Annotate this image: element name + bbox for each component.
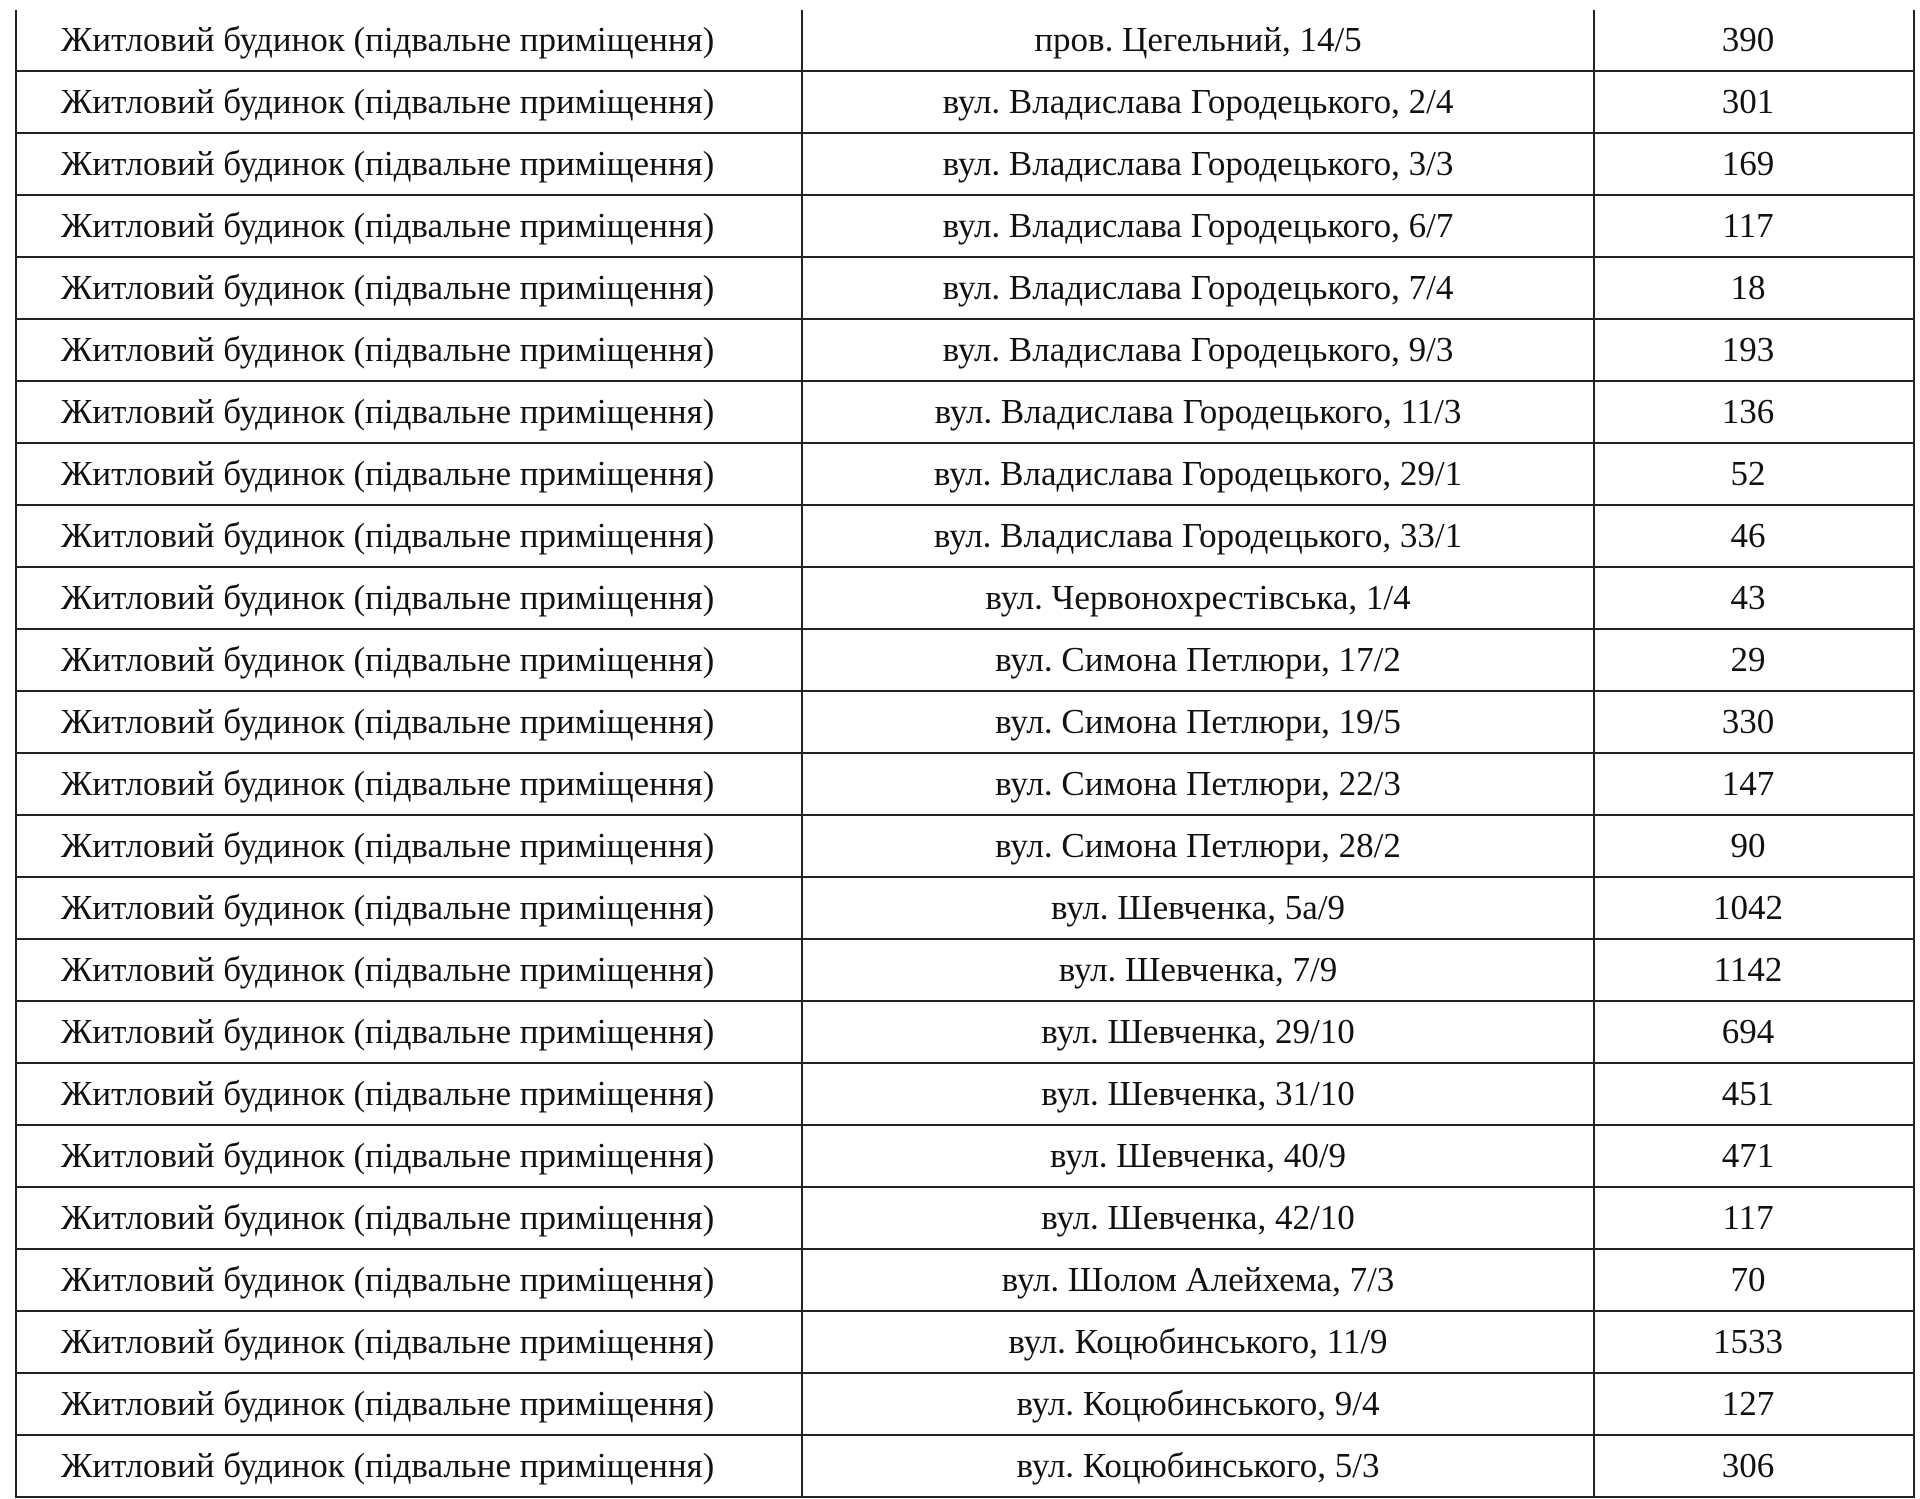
premises-type-cell: Житловий будинок (підвальне приміщення): [16, 133, 802, 195]
table-row: [16, 753, 1914, 815]
premises-type-cell: Житловий будинок (підвальне приміщення): [16, 629, 802, 691]
area-cell: 43: [1594, 567, 1914, 629]
table-row: [16, 815, 1914, 877]
table-row: [16, 133, 1914, 195]
address-cell: вул. Шевченка, 7/9: [802, 939, 1594, 1001]
address-cell: вул. Симона Петлюри, 19/5: [802, 691, 1594, 753]
area-cell: 694: [1594, 1001, 1914, 1063]
table-row: [16, 1373, 1914, 1435]
premises-type-cell: Житловий будинок (підвальне приміщення): [16, 10, 802, 71]
area-cell: 306: [1594, 1435, 1914, 1497]
shelter-table: [15, 10, 1915, 1498]
address-cell: вул. Симона Петлюри, 22/3: [802, 753, 1594, 815]
area-cell: 70: [1594, 1249, 1914, 1311]
address-cell: вул. Шевченка, 5а/9: [802, 877, 1594, 939]
table-row: [16, 1187, 1914, 1249]
address-cell: вул. Владислава Городецького, 7/4: [802, 257, 1594, 319]
area-cell: 147: [1594, 753, 1914, 815]
address-cell: пров. Цегельний, 14/5: [802, 10, 1594, 71]
address-cell: вул. Шевченка, 40/9: [802, 1125, 1594, 1187]
address-cell: вул. Шевченка, 42/10: [802, 1187, 1594, 1249]
address-cell: вул. Владислава Городецького, 9/3: [802, 319, 1594, 381]
premises-type-cell: Житловий будинок (підвальне приміщення): [16, 319, 802, 381]
premises-type-cell: Житловий будинок (підвальне приміщення): [16, 1435, 802, 1497]
premises-type-cell: Житловий будинок (підвальне приміщення): [16, 1063, 802, 1125]
address-cell: вул. Симона Петлюри, 28/2: [802, 815, 1594, 877]
area-cell: 301: [1594, 71, 1914, 133]
premises-type-cell: Житловий будинок (підвальне приміщення): [16, 257, 802, 319]
table-row: [16, 505, 1914, 567]
premises-type-cell: Житловий будинок (підвальне приміщення): [16, 691, 802, 753]
address-cell: вул. Коцюбинського, 9/4: [802, 1373, 1594, 1435]
address-cell: вул. Владислава Городецького, 3/3: [802, 133, 1594, 195]
premises-type-cell: Житловий будинок (підвальне приміщення): [16, 71, 802, 133]
area-cell: 46: [1594, 505, 1914, 567]
area-cell: 18: [1594, 257, 1914, 319]
area-cell: 29: [1594, 629, 1914, 691]
area-cell: 390: [1594, 10, 1914, 71]
premises-type-cell: Житловий будинок (підвальне приміщення): [16, 1001, 802, 1063]
premises-type-cell: Житловий будинок (підвальне приміщення): [16, 939, 802, 1001]
address-cell: вул. Владислава Городецького, 29/1: [802, 443, 1594, 505]
table-row: [16, 71, 1914, 133]
table-row: [16, 195, 1914, 257]
table-row: [16, 1435, 1914, 1497]
address-cell: вул. Шолом Алейхема, 7/3: [802, 1249, 1594, 1311]
premises-type-cell: Житловий будинок (підвальне приміщення): [16, 1125, 802, 1187]
table-row: [16, 10, 1914, 71]
table-row: [16, 691, 1914, 753]
table-row: [16, 257, 1914, 319]
premises-type-cell: Житловий будинок (підвальне приміщення): [16, 1249, 802, 1311]
table-row: [16, 381, 1914, 443]
table-row: [16, 443, 1914, 505]
area-cell: 1042: [1594, 877, 1914, 939]
area-cell: 169: [1594, 133, 1914, 195]
table-row: [16, 1063, 1914, 1125]
table-row: [16, 1311, 1914, 1373]
table-row: [16, 877, 1914, 939]
area-cell: 471: [1594, 1125, 1914, 1187]
address-cell: вул. Владислава Городецького, 11/3: [802, 381, 1594, 443]
premises-type-cell: Житловий будинок (підвальне приміщення): [16, 1187, 802, 1249]
table-row: [16, 567, 1914, 629]
premises-type-cell: Житловий будинок (підвальне приміщення): [16, 815, 802, 877]
premises-type-cell: Житловий будинок (підвальне приміщення): [16, 381, 802, 443]
table-row: [16, 1125, 1914, 1187]
premises-type-cell: Житловий будинок (підвальне приміщення): [16, 1311, 802, 1373]
premises-type-cell: Житловий будинок (підвальне приміщення): [16, 1373, 802, 1435]
area-cell: 1142: [1594, 939, 1914, 1001]
area-cell: 117: [1594, 195, 1914, 257]
area-cell: 451: [1594, 1063, 1914, 1125]
table-row: [16, 1249, 1914, 1311]
premises-type-cell: Житловий будинок (підвальне приміщення): [16, 877, 802, 939]
address-cell: вул. Коцюбинського, 11/9: [802, 1311, 1594, 1373]
premises-type-cell: Житловий будинок (підвальне приміщення): [16, 567, 802, 629]
address-cell: вул. Симона Петлюри, 17/2: [802, 629, 1594, 691]
address-cell: вул. Шевченка, 31/10: [802, 1063, 1594, 1125]
address-cell: вул. Владислава Городецького, 6/7: [802, 195, 1594, 257]
address-cell: вул. Владислава Городецького, 2/4: [802, 71, 1594, 133]
premises-type-cell: Житловий будинок (підвальне приміщення): [16, 443, 802, 505]
address-cell: вул. Владислава Городецького, 33/1: [802, 505, 1594, 567]
table-row: [16, 319, 1914, 381]
premises-type-cell: Житловий будинок (підвальне приміщення): [16, 505, 802, 567]
premises-type-cell: Житловий будинок (підвальне приміщення): [16, 195, 802, 257]
area-cell: 52: [1594, 443, 1914, 505]
address-cell: вул. Коцюбинського, 5/3: [802, 1435, 1594, 1497]
address-cell: вул. Шевченка, 29/10: [802, 1001, 1594, 1063]
area-cell: 117: [1594, 1187, 1914, 1249]
premises-type-cell: Житловий будинок (підвальне приміщення): [16, 753, 802, 815]
table-row: [16, 629, 1914, 691]
area-cell: 127: [1594, 1373, 1914, 1435]
area-cell: 90: [1594, 815, 1914, 877]
area-cell: 193: [1594, 319, 1914, 381]
area-cell: 330: [1594, 691, 1914, 753]
address-cell: вул. Червонохрестівська, 1/4: [802, 567, 1594, 629]
shelter-table-body: [16, 10, 1914, 1497]
table-row: [16, 939, 1914, 1001]
table-row: [16, 1001, 1914, 1063]
area-cell: 1533: [1594, 1311, 1914, 1373]
area-cell: 136: [1594, 381, 1914, 443]
